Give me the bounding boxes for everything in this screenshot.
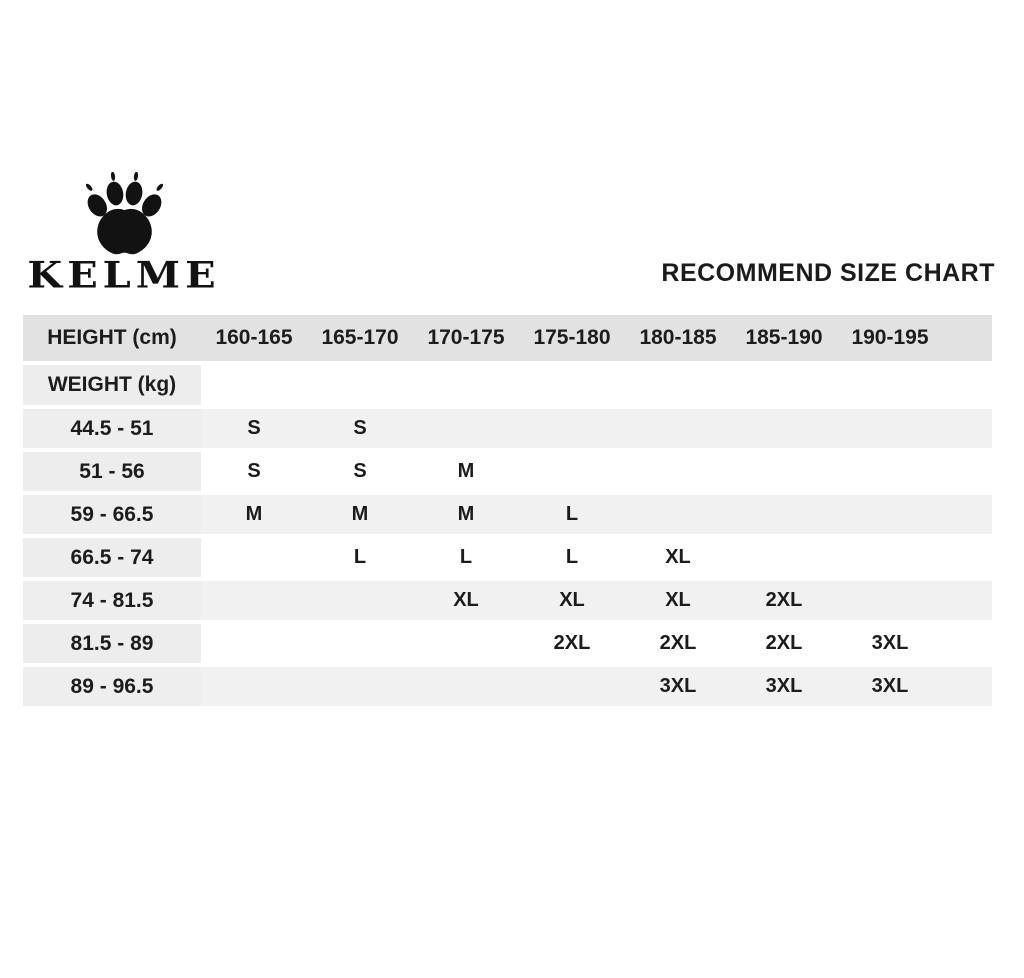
empty-cell [731, 495, 837, 534]
weight-range-label: 51 - 56 [23, 452, 201, 491]
row-filler-cell [943, 409, 992, 448]
size-cell: 2XL [731, 581, 837, 620]
empty-cell [731, 452, 837, 491]
height-column-header: 185-190 [731, 315, 837, 361]
weight-range-label: 74 - 81.5 [23, 581, 201, 620]
header-filler-cell [943, 315, 992, 361]
empty-cell [307, 581, 413, 620]
empty-cell [625, 365, 731, 405]
size-cell: 3XL [625, 667, 731, 706]
size-cell: 2XL [553, 632, 591, 654]
weight-range-label: 59 - 66.5 [23, 495, 201, 534]
size-cell: L [519, 495, 625, 534]
height-column-header: 190-195 [837, 315, 943, 361]
empty-cell [519, 667, 625, 706]
weight-range-label: 66.5 - 74 [23, 538, 201, 577]
size-cell: S [353, 460, 367, 482]
empty-cell [201, 538, 307, 577]
size-cell: XL [625, 581, 731, 620]
size-table-row [23, 538, 992, 577]
size-cell: 3XL [731, 667, 837, 706]
brand-logo [20, 172, 228, 297]
empty-cell [837, 495, 943, 534]
empty-cell [307, 624, 413, 663]
empty-cell [519, 365, 625, 405]
empty-cell [625, 495, 731, 534]
height-column-header: 165-170 [307, 315, 413, 361]
weight-header-row [23, 365, 992, 405]
row-filler-cell [943, 581, 992, 620]
paw-print-icon [76, 172, 173, 256]
height-column-header: 160-165 [201, 315, 307, 361]
size-cell: XL [519, 581, 625, 620]
weight-range-label: 44.5 - 51 [23, 409, 201, 448]
height-header-label: HEIGHT (cm) [23, 315, 201, 361]
empty-cell [837, 365, 943, 405]
size-cell: M [413, 495, 519, 534]
empty-cell [413, 365, 519, 405]
size-cell: S [247, 460, 261, 482]
height-column-header: 180-185 [625, 315, 731, 361]
empty-cell [731, 538, 837, 577]
height-column-header: 170-175 [413, 315, 519, 361]
empty-cell [837, 581, 943, 620]
size-cell: M [201, 495, 307, 534]
empty-cell [201, 624, 307, 663]
empty-cell [307, 365, 413, 405]
empty-cell [201, 365, 307, 405]
weight-header-label: WEIGHT (kg) [23, 365, 201, 405]
empty-cell [519, 409, 625, 448]
empty-cell [625, 452, 731, 491]
size-cell: S [201, 409, 307, 448]
empty-cell [201, 581, 307, 620]
row-filler-cell [943, 538, 992, 577]
weight-range-label: 89 - 96.5 [23, 667, 201, 706]
size-chart-table [23, 311, 992, 710]
row-filler-cell [943, 452, 992, 491]
empty-cell [307, 667, 413, 706]
size-table-row [23, 452, 992, 491]
size-cell: 2XL [765, 632, 803, 654]
empty-cell [731, 365, 837, 405]
height-header-row [23, 315, 992, 361]
weight-range-label: 81.5 - 89 [23, 624, 201, 663]
row-filler-cell [943, 624, 992, 663]
size-cell: L [565, 546, 579, 568]
size-table-row [23, 624, 992, 663]
empty-cell [731, 409, 837, 448]
empty-cell [201, 667, 307, 706]
size-cell: XL [665, 546, 691, 568]
row-filler-cell [943, 667, 992, 706]
size-cell: 3XL [871, 632, 909, 654]
size-table-body [23, 365, 992, 706]
size-table-row [23, 409, 992, 448]
size-cell: M [307, 495, 413, 534]
row-filler-cell [943, 365, 992, 405]
size-table-row [23, 667, 992, 706]
empty-cell [413, 624, 519, 663]
size-cell: L [459, 546, 473, 568]
row-filler-cell [943, 495, 992, 534]
empty-cell [837, 452, 943, 491]
size-cell: S [307, 409, 413, 448]
page-title: RECOMMEND SIZE CHART [661, 259, 995, 287]
empty-cell [837, 409, 943, 448]
empty-cell [413, 667, 519, 706]
size-cell: 2XL [659, 632, 697, 654]
empty-cell [413, 409, 519, 448]
size-cell: XL [413, 581, 519, 620]
empty-cell [837, 538, 943, 577]
size-table-row [23, 495, 992, 534]
height-column-header: 175-180 [519, 315, 625, 361]
size-table-row [23, 581, 992, 620]
size-cell: M [457, 460, 475, 482]
empty-cell [625, 409, 731, 448]
size-cell: L [353, 546, 367, 568]
brand-name: KELME [27, 253, 221, 297]
empty-cell [519, 452, 625, 491]
size-cell: 3XL [837, 667, 943, 706]
